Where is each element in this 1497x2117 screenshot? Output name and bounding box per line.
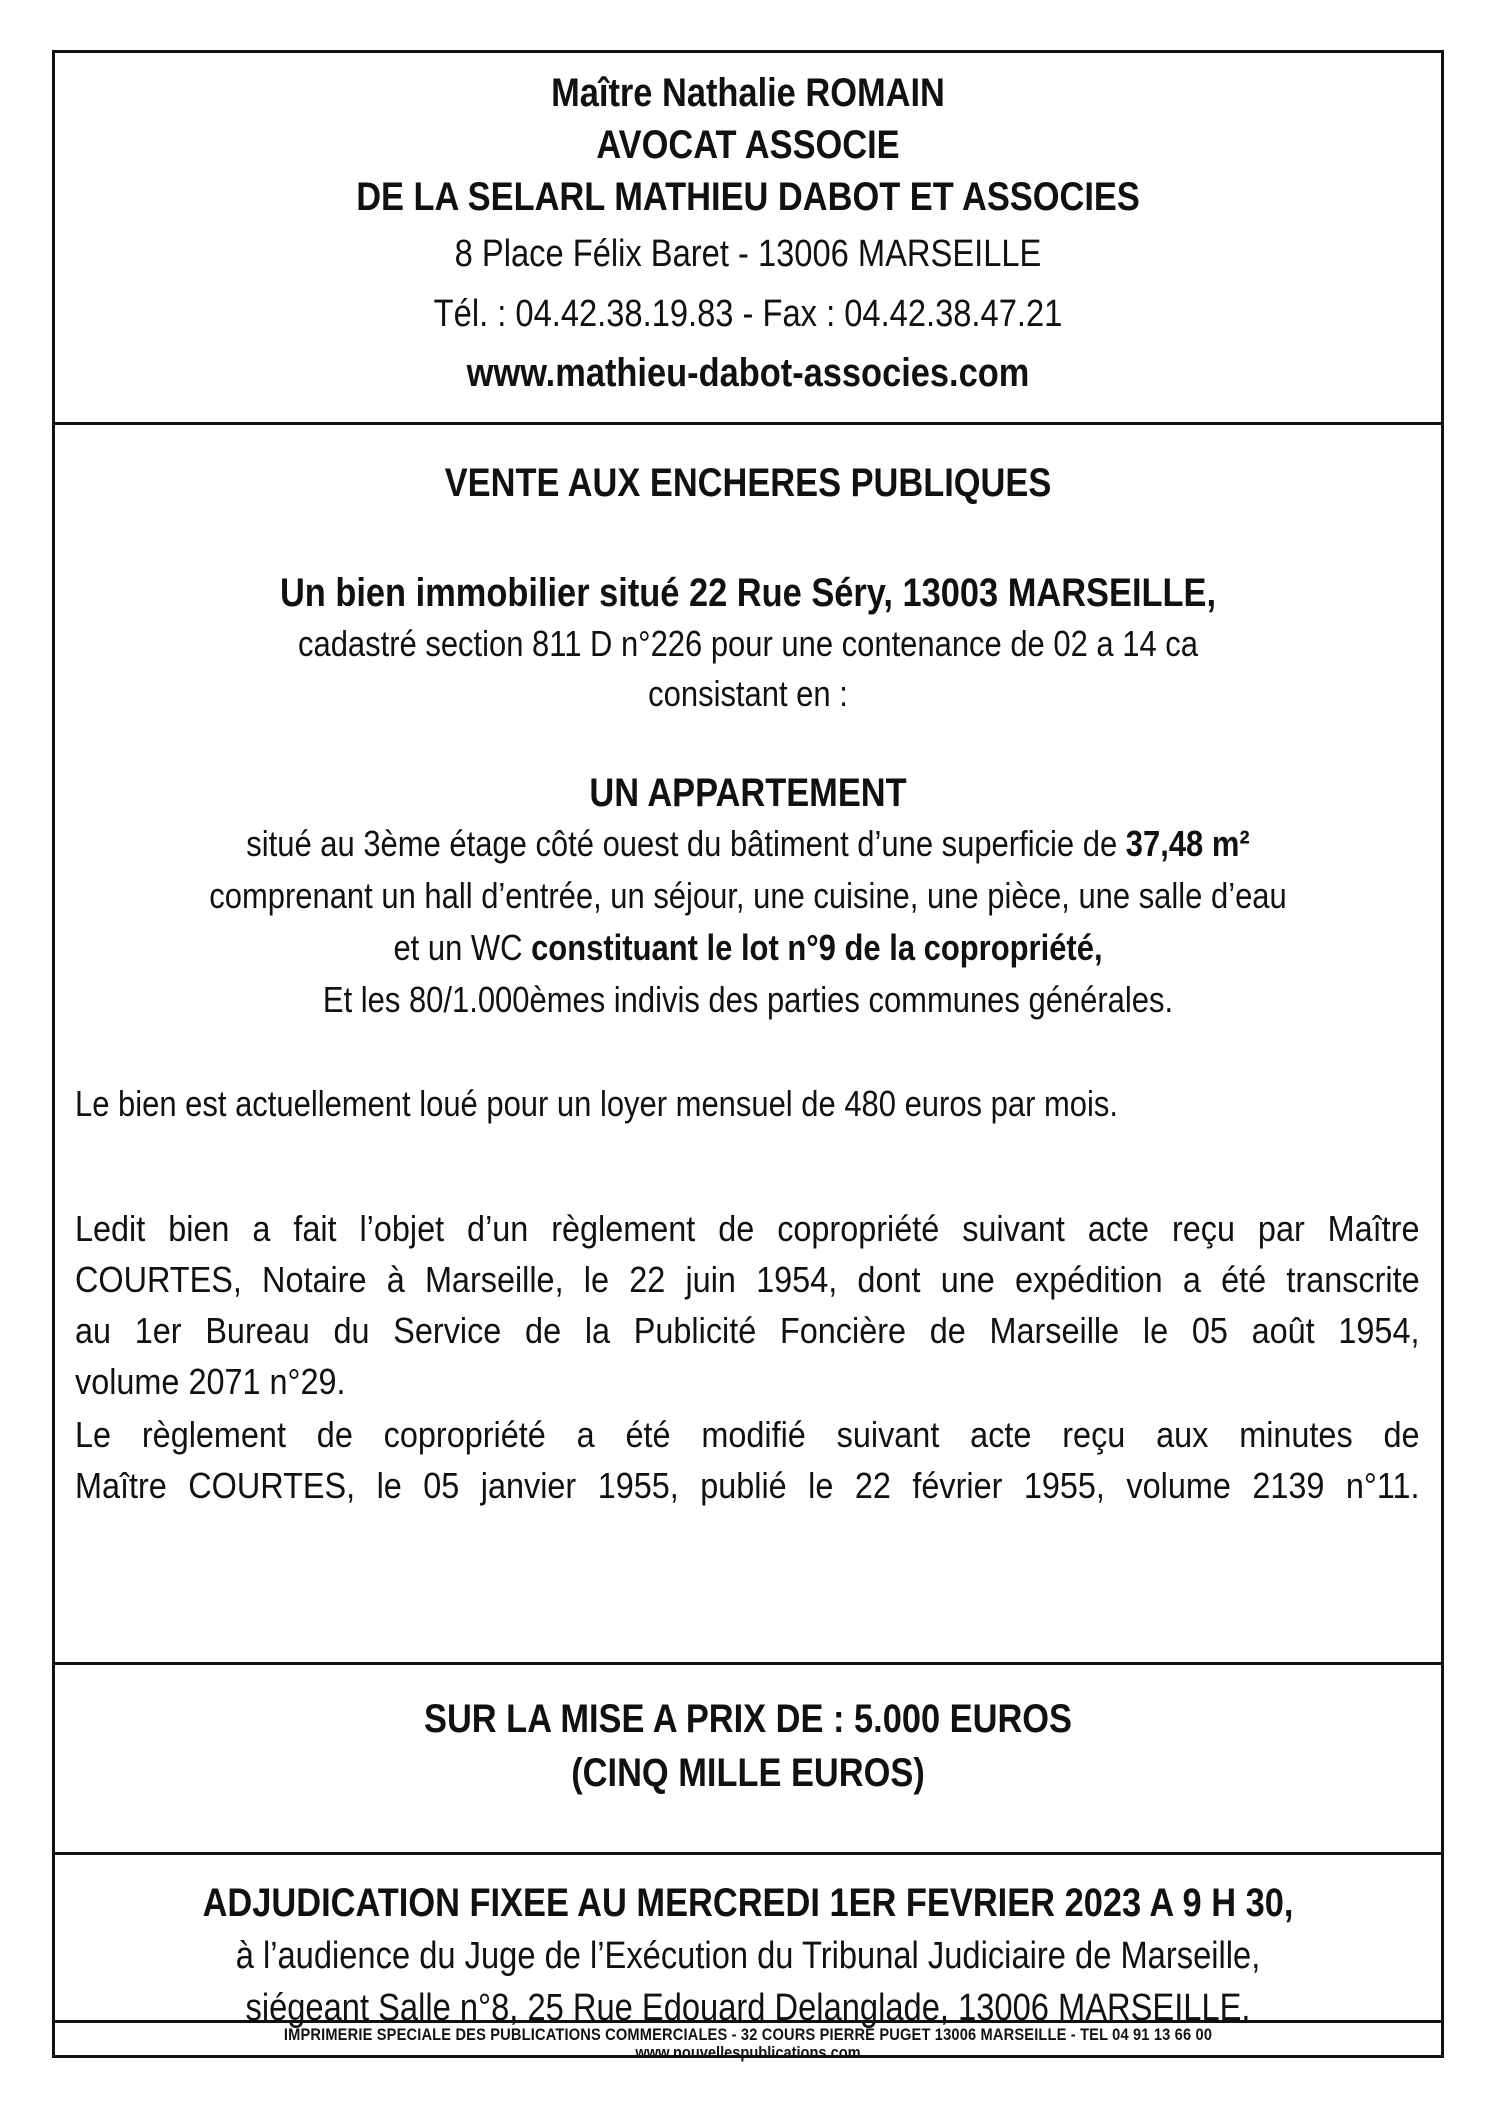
apartment-surface: 37,48 m² bbox=[1125, 823, 1250, 864]
apartment-rooms: comprenant un hall d’entrée, un séjour, une cuisine, une pièce, une salle d’eau bbox=[209, 875, 1287, 916]
property-address: Un bien immobilier situé 22 Rue Séry, 13003 MARSEILLE, bbox=[279, 571, 1217, 615]
adjudication-court: à l’audience du Juge de l’Exécution du Tribunal Judiciaire de Marseille, bbox=[235, 1935, 1261, 1977]
apartment-lot: et un WC constituant le lot n°9 de la copropriété, bbox=[393, 927, 1103, 968]
sale-details bbox=[55, 425, 1441, 1665]
lawyer-name: Maître Nathalie ROMAIN bbox=[551, 71, 945, 115]
price-amount: SUR LA MISE A PRIX DE : 5.000 EUROS bbox=[423, 1697, 1073, 1741]
paragraph-line: COURTES, Notaire à Marseille, le 22 juin 1954, dont une expédition a été transcrite bbox=[75, 1259, 1420, 1300]
paragraph-line: Maître COURTES, le 05 janvier 1955, publié le 22 février 1955, volume 2139 n°11. bbox=[75, 1465, 1420, 1506]
price-words: (CINQ MILLE EUROS) bbox=[571, 1751, 925, 1795]
consisting-label: consistant en : bbox=[648, 673, 848, 714]
cadastre-info: cadastré section 811 D n°226 pour une contenance de 02 a 14 ca bbox=[298, 623, 1198, 664]
lawyer-header bbox=[55, 53, 1441, 425]
paragraph-line: au 1er Bureau du Service de la Publicité Foncière de Marseille le 05 août 1954, bbox=[75, 1310, 1420, 1351]
paragraph-line: volume 2071 n°29. bbox=[75, 1361, 346, 1402]
law-firm: DE LA SELARL MATHIEU DABOT ET ASSOCIES bbox=[356, 175, 1140, 219]
starting-price bbox=[55, 1665, 1441, 1855]
printer-info: IMPRIMERIE SPECIALE DES PUBLICATIONS COMMERCIALES - 32 COURS PIERRE PUGET 13006 MARSEILLE - TEL 04 91 13 66 00 bbox=[283, 2025, 1213, 2044]
rent-info: Le bien est actuellement loué pour un loyer mensuel de 480 euros par mois. bbox=[75, 1083, 1118, 1124]
firm-phone-fax: Tél. : 04.42.38.19.83 - Fax : 04.42.38.47.21 bbox=[433, 293, 1063, 335]
lawyer-role: AVOCAT ASSOCIE bbox=[596, 123, 900, 167]
lot-number: constituant le lot n°9 de la copropriété, bbox=[531, 927, 1103, 968]
common-shares: Et les 80/1.000èmes indivis des parties communes générales. bbox=[322, 979, 1174, 1020]
printer-website: www.nouvellespublications.com bbox=[635, 2043, 861, 2062]
printer-footer bbox=[55, 2023, 1441, 2061]
copropriete-paragraph-2 bbox=[75, 1409, 1421, 1511]
sale-title: VENTE AUX ENCHERES PUBLIQUES bbox=[444, 461, 1052, 505]
apartment-title: UN APPARTEMENT bbox=[589, 771, 907, 815]
firm-website: www.mathieu-dabot-associes.com bbox=[466, 351, 1030, 395]
notice-frame bbox=[52, 50, 1444, 2062]
firm-address: 8 Place Félix Baret - 13006 MARSEILLE bbox=[454, 233, 1042, 275]
paragraph-line: Le règlement de copropriété a été modifié suivant acte reçu aux minutes de bbox=[75, 1414, 1420, 1455]
adjudication bbox=[55, 1855, 1441, 2029]
apartment-location: situé au 3ème étage côté ouest du bâtiment d’une superficie de 37,48 m² bbox=[246, 823, 1250, 864]
copropriete-paragraph-1 bbox=[75, 1203, 1421, 1407]
paragraph-line: Ledit bien a fait l’objet d’un règlement de copropriété suivant acte reçu par Maître bbox=[75, 1208, 1420, 1249]
adjudication-date: ADJUDICATION FIXEE AU MERCREDI 1ER FEVRIER 2023 A 9 H 30, bbox=[202, 1881, 1294, 1925]
adjudication-room: siégeant Salle n°8, 25 Rue Edouard Delanglade, 13006 MARSEILLE. bbox=[245, 1987, 1251, 2029]
